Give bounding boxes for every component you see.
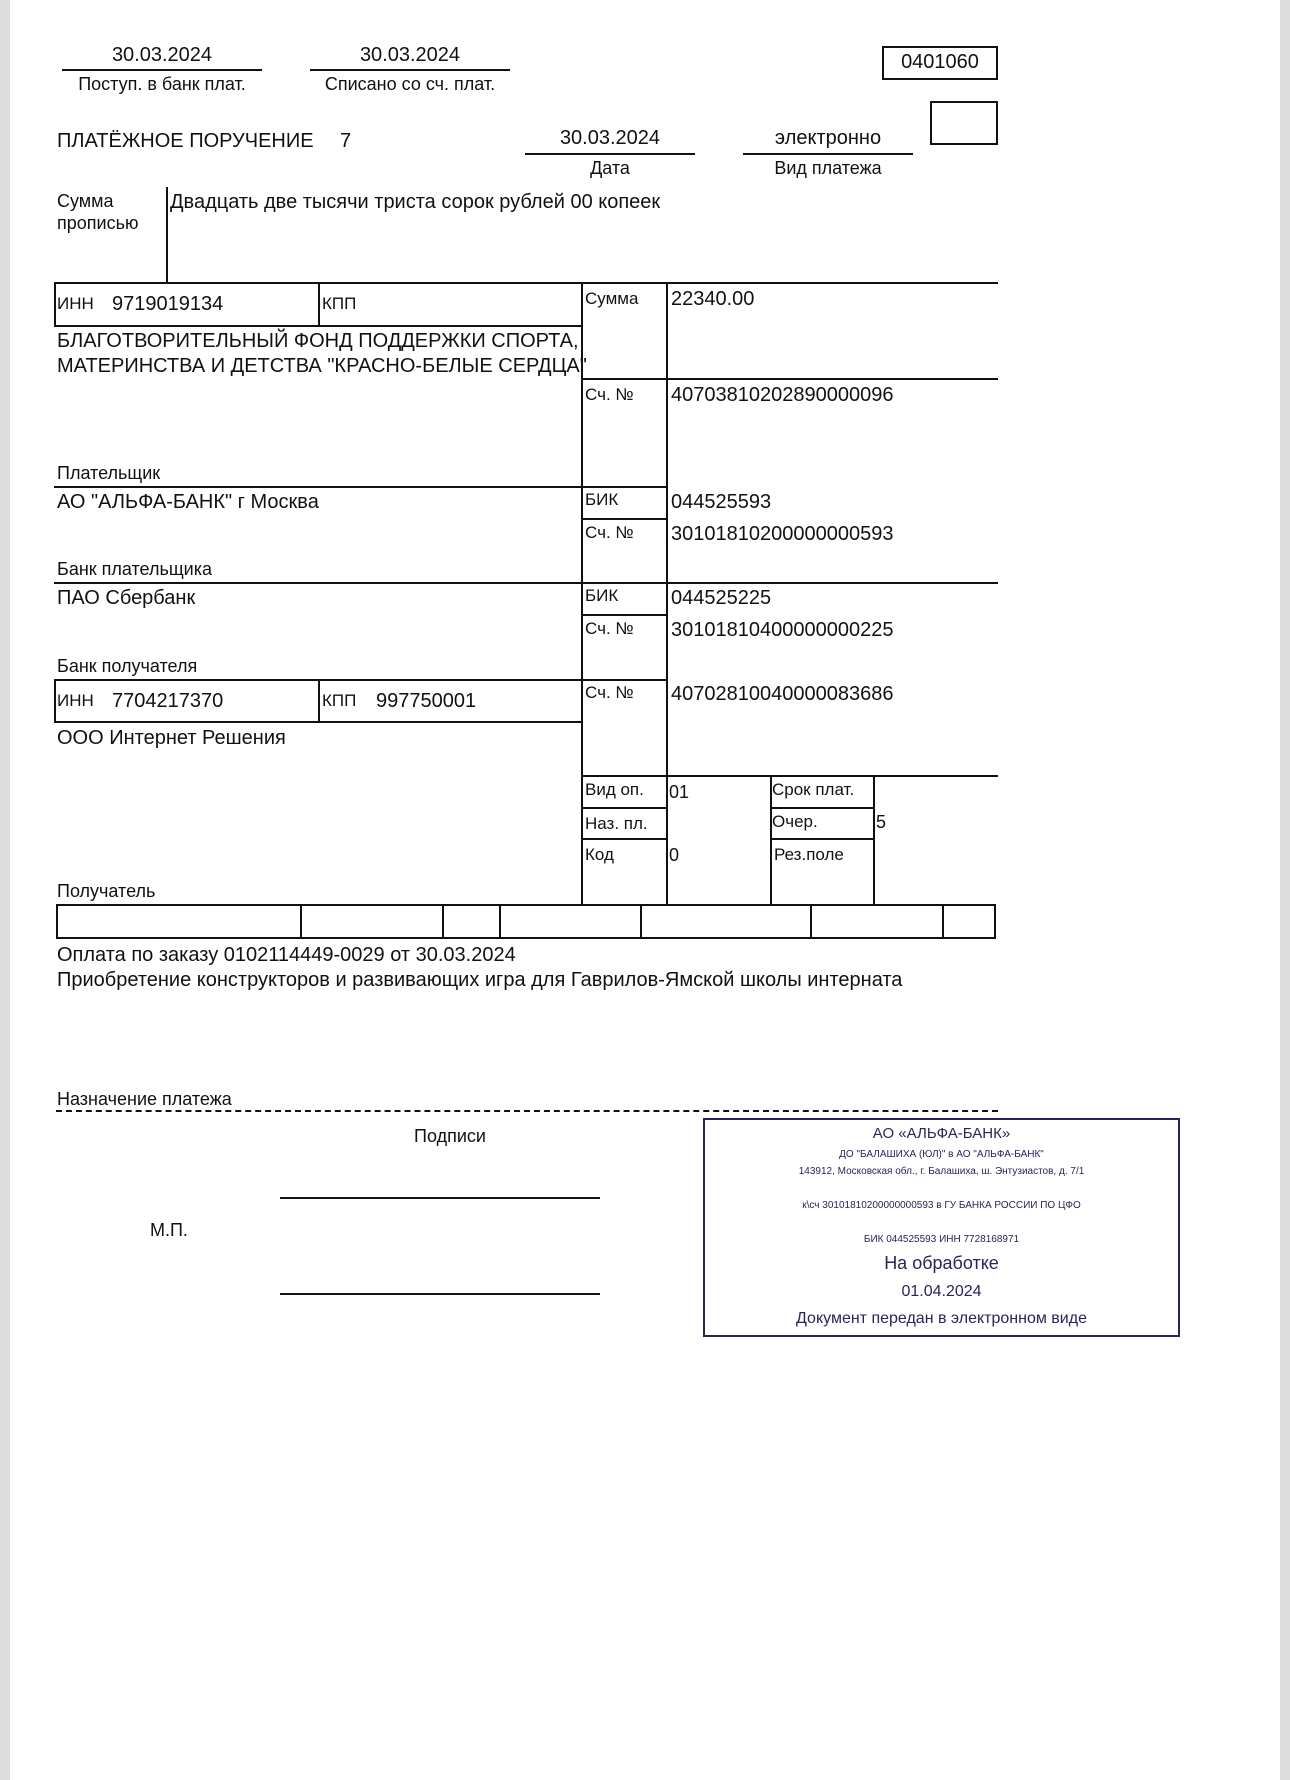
payer-bank-section-label: Банк плательщика: [57, 559, 212, 579]
payer-bank-account-label: Сч. №: [585, 523, 634, 542]
payer-name-line-2: МАТЕРИНСТВА И ДЕТСТВА "КРАСНО-БЕЛЫЕ СЕРДЦА": [57, 355, 587, 377]
payee-name: ООО Интернет Решения: [57, 727, 286, 749]
order-date: 30.03.2024: [559, 127, 661, 149]
divider: [810, 904, 812, 939]
document-title: ПЛАТЁЖНОЕ ПОРУЧЕНИЕ: [57, 130, 314, 152]
amount-words-label-1: Сумма: [57, 191, 114, 211]
payee-kpp-label: КПП: [322, 691, 357, 710]
divider: [310, 69, 510, 71]
divider: [54, 282, 56, 326]
divider: [581, 518, 667, 520]
payment-type: электронно: [774, 127, 882, 149]
divider: [54, 679, 667, 681]
debited-date: 30.03.2024: [359, 44, 461, 66]
signatures-label: Подписи: [414, 1126, 486, 1146]
payee-kpp: 997750001: [376, 690, 477, 712]
payee-bank-section-label: Банк получателя: [57, 656, 198, 676]
payee-inn-label: ИНН: [57, 691, 94, 710]
payee-inn: 7704217370: [112, 690, 224, 712]
code: 0: [669, 845, 680, 865]
stamp-note: Документ передан в электронном виде: [796, 1310, 1087, 1327]
dashed-divider: [56, 1110, 998, 1112]
divider: [318, 282, 320, 326]
received-label: Поступ. в банк плат.: [78, 74, 246, 94]
divider: [166, 187, 168, 283]
purpose-line-2: Приобретение конструкторов и развивающих игра для Гаврилов-Ямской школы интерната: [57, 969, 903, 991]
payee-section-label: Получатель: [57, 881, 156, 901]
payer-bank-account: 30101810200000000593: [671, 523, 894, 545]
divider: [743, 153, 913, 155]
stamp-bank-name: АО «АЛЬФА-БАНК»: [872, 1125, 1011, 1142]
payer-section-label: Плательщик: [57, 463, 161, 483]
divider: [54, 282, 998, 284]
divider: [54, 582, 998, 584]
priority: 5: [876, 812, 887, 832]
payer-amount-label: Сумма: [585, 289, 639, 308]
divider: [581, 775, 998, 777]
debited-label: Списано со сч. плат.: [324, 74, 496, 94]
stamp-place-label: М.П.: [150, 1220, 188, 1240]
order-date-label: Дата: [590, 158, 630, 178]
purpose-code-label: Наз. пл.: [585, 814, 648, 833]
divider: [581, 614, 667, 616]
divider: [581, 807, 667, 809]
payer-name-line-1: БЛАГОТВОРИТЕЛЬНЫЙ ФОНД ПОДДЕРЖКИ СПОРТА,: [57, 330, 579, 352]
divider: [54, 325, 582, 327]
divider: [640, 904, 642, 939]
payer-account: 40703810202890000096: [671, 384, 894, 406]
payment-type-label: Вид платежа: [774, 158, 882, 178]
payee-bank-account-label: Сч. №: [585, 619, 634, 638]
payer-bank-bik-label: БИК: [585, 490, 619, 509]
payee-bank-name: ПАО Сбербанк: [57, 587, 196, 609]
purpose-line-1: Оплата по заказу 0102114449-0029 от 30.03.2024: [57, 944, 516, 966]
code-label: Код: [585, 845, 614, 864]
tax-fields-row: [56, 904, 996, 939]
priority-label: Очер.: [772, 812, 818, 831]
divider: [54, 486, 667, 488]
divider: [54, 721, 582, 723]
payer-inn-label: ИНН: [57, 294, 94, 313]
payer-amount: 22340.00: [671, 288, 755, 310]
payee-account: 40702810040000083686: [671, 683, 894, 705]
divider: [581, 378, 998, 380]
signature-line-2: [280, 1293, 600, 1295]
payee-bank-account: 30101810400000000225: [671, 619, 894, 641]
received-date: 30.03.2024: [111, 44, 213, 66]
signature-line-1: [280, 1197, 600, 1199]
divider: [942, 904, 944, 939]
divider: [770, 807, 874, 809]
payee-bank-bik: 044525225: [671, 587, 772, 609]
op-type: 01: [669, 782, 690, 802]
divider: [54, 679, 56, 722]
payer-bank-name: АО "АЛЬФА-БАНК" г Москва: [57, 491, 319, 513]
form-code: 0401060: [901, 51, 979, 73]
due-label: Срок плат.: [772, 780, 855, 799]
divider: [62, 69, 262, 71]
payer-bank-bik: 044525593: [671, 491, 772, 513]
stamp-corr-account: к\сч 30101810200000000593 в ГУ БАНКА РОССИИ ПО ЦФО: [802, 1200, 1081, 1211]
stamp-date: 01.04.2024: [901, 1283, 982, 1300]
divider: [581, 838, 667, 840]
op-type-label: Вид оп.: [585, 780, 644, 799]
reserve-label: Рез.поле: [774, 845, 844, 864]
payer-kpp-label: КПП: [322, 294, 357, 313]
payee-account-label: Сч. №: [585, 683, 634, 702]
bank-stamp: [703, 1118, 1180, 1337]
stamp-branch: ДО "БАЛАШИХА (ЮЛ)" в АО "АЛЬФА-БАНК": [839, 1149, 1044, 1160]
divider: [770, 838, 874, 840]
status-box: [930, 101, 998, 145]
order-number: 7: [340, 130, 352, 152]
divider: [666, 282, 668, 904]
divider: [300, 904, 302, 939]
payer-account-label: Сч. №: [585, 385, 634, 404]
stamp-bik-inn: БИК 044525593 ИНН 7728168971: [863, 1234, 1020, 1245]
divider: [318, 679, 320, 722]
form-code-box: [882, 46, 998, 80]
payment-order-page: [10, 0, 1280, 1780]
divider: [499, 904, 501, 939]
payee-bank-bik-label: БИК: [585, 586, 619, 605]
divider: [442, 904, 444, 939]
payer-inn: 9719019134: [112, 293, 224, 315]
stamp-address: 143912, Московская обл., г. Балашиха, ш. Энтузиастов, д. 7/1: [798, 1166, 1085, 1177]
stamp-status: На обработке: [884, 1253, 999, 1273]
amount-words-label-2: прописью: [57, 213, 139, 233]
divider: [525, 153, 695, 155]
amount-words-value: Двадцать две тысячи триста сорок рублей 00 копеек: [170, 191, 661, 213]
purpose-label: Назначение платежа: [57, 1089, 232, 1109]
